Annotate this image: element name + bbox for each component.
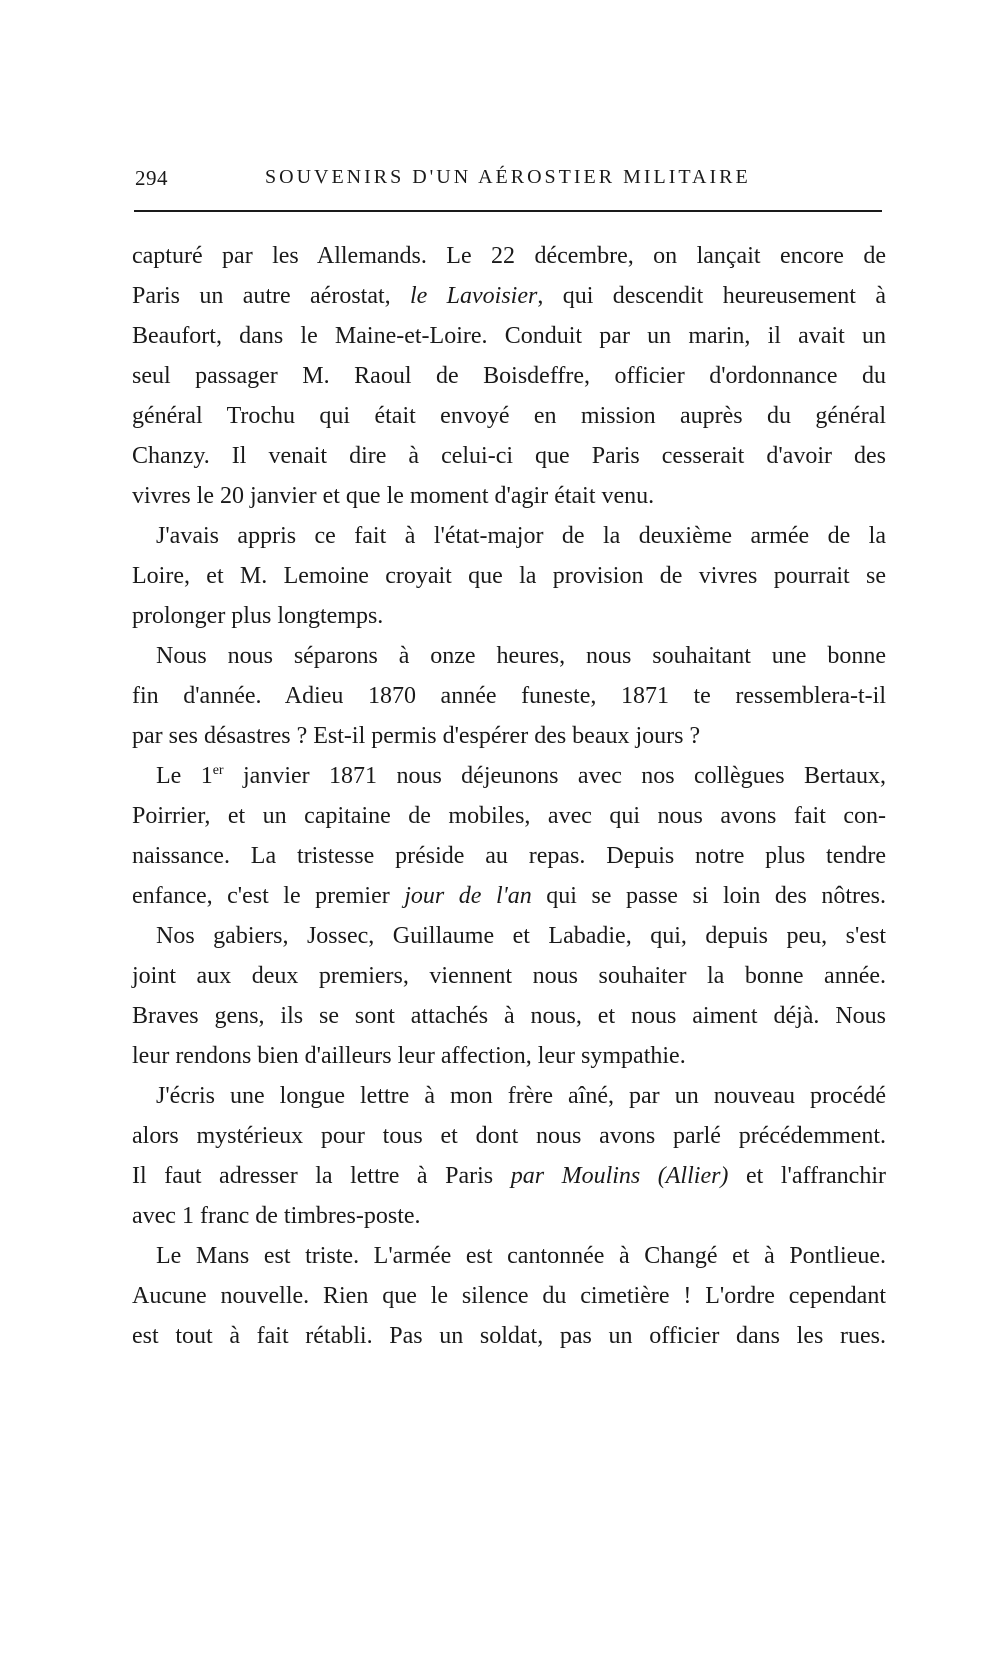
text-line — [132, 596, 886, 636]
text-segment: avec 1 franc de timbres-poste. — [132, 1203, 421, 1229]
text-segment: Paris un autre aérostat, — [132, 283, 410, 309]
text-line — [132, 1196, 886, 1236]
italic-segment: le Lavoisier — [410, 283, 538, 309]
text-line — [132, 636, 886, 676]
page-number: 294 — [135, 166, 168, 190]
text-segment: janvier 1871 nous déjeunons avec nos collègues Bertaux, — [223, 763, 887, 789]
text-segment: naissance. La tristesse préside au repas. Depuis notre plus tendre — [132, 843, 886, 869]
text-segment: Braves gens, ils se sont attachés à nous, et nous aiment déjà. Nous — [132, 1003, 886, 1029]
text-line — [132, 956, 886, 996]
text-segment: , qui descendit heureusement à — [537, 283, 886, 309]
text-segment: Le 1 — [156, 763, 213, 789]
text-segment: vivres le 20 janvier et que le moment d'agir était venu. — [132, 483, 655, 509]
text-line — [132, 1116, 886, 1156]
text-line — [132, 876, 886, 916]
text-segment: par ses désastres ? Est-il permis d'espérer des beaux jours ? — [132, 723, 701, 749]
text-line — [132, 396, 886, 436]
text-segment: J'avais appris ce fait à l'état-major de la deuxième armée de la — [156, 523, 886, 549]
italic-segment: par Moulins (Allier) — [510, 1163, 729, 1189]
italic-segment: jour de l'an — [404, 883, 532, 909]
text-line — [132, 476, 886, 516]
text-segment: enfance, c'est le premier — [132, 883, 405, 909]
text-segment: Nos gabiers, Jossec, Guillaume et Labadie, qui, depuis peu, s'est — [156, 923, 886, 949]
text-segment: seul passager M. Raoul de Boisdeffre, officier d'ordonnance du — [132, 363, 886, 389]
text-line — [132, 996, 886, 1036]
text-segment: Chanzy. Il venait dire à celui-ci que Paris cesserait d'avoir des — [132, 443, 886, 469]
text-line — [132, 1316, 886, 1356]
text-line — [132, 1076, 886, 1116]
text-line — [132, 756, 886, 796]
text-line — [132, 1276, 886, 1316]
text-segment: Le Mans est triste. L'armée est cantonnée à Changé et à Pontlieue. — [156, 1243, 886, 1269]
text-segment: Poirrier, et un capitaine de mobiles, avec qui nous avons fait con- — [132, 803, 886, 829]
text-line — [132, 316, 886, 356]
text-segment: fin d'année. Adieu 1870 année funeste, 1871 te ressemblera-t-il — [132, 683, 886, 709]
text-line — [132, 436, 886, 476]
text-line — [132, 836, 886, 876]
header-rule — [134, 210, 882, 212]
text-segment: capturé par les Allemands. Le 22 décembre, on lançait encore de — [132, 243, 886, 269]
text-segment: qui se passe si loin des nôtres. — [531, 883, 886, 909]
text-segment: est tout à fait rétabli. Pas un soldat, pas un officier dans les rues. — [132, 1323, 886, 1349]
text-segment: joint aux deux premiers, viennent nous souhaiter la bonne année. — [132, 963, 886, 989]
text-segment: Loire, et M. Lemoine croyait que la provision de vivres pourrait se — [132, 563, 886, 589]
text-line — [132, 276, 886, 316]
text-segment: Il faut adresser la lettre à Paris — [132, 1163, 511, 1189]
running-title: SOUVENIRS D'UN AÉROSTIER MILITAIRE — [265, 166, 751, 188]
text-line — [132, 236, 886, 276]
text-segment: Beaufort, dans le Maine-et-Loire. Conduit par un marin, il avait un — [132, 323, 886, 349]
text-segment: Nous nous séparons à onze heures, nous souhaitant une bonne — [156, 643, 886, 669]
text-line — [132, 676, 886, 716]
text-line — [132, 716, 886, 756]
text-segment: et l'affranchir — [728, 1163, 886, 1189]
text-line — [132, 356, 886, 396]
text-segment: général Trochu qui était envoyé en mission auprès du général — [132, 403, 886, 429]
text-line — [132, 1156, 886, 1196]
text-segment: Aucune nouvelle. Rien que le silence du cimetière ! L'ordre cependant — [132, 1283, 886, 1309]
text-segment: J'écris une longue lettre à mon frère aîné, par un nouveau procédé — [156, 1083, 886, 1109]
text-segment: leur rendons bien d'ailleurs leur affection, leur sympathie. — [132, 1043, 686, 1069]
text-segment: alors mystérieux pour tous et dont nous avons parlé précédemment. — [132, 1123, 886, 1149]
page-header — [135, 160, 885, 196]
text-segment: prolonger plus longtemps. — [132, 603, 384, 629]
text-line — [132, 556, 886, 596]
text-line — [132, 916, 886, 956]
text-line — [132, 796, 886, 836]
text-line — [132, 1036, 886, 1076]
text-line — [132, 1236, 886, 1276]
superscript: er — [212, 763, 224, 778]
text-line — [132, 516, 886, 556]
text-body — [132, 236, 886, 1356]
